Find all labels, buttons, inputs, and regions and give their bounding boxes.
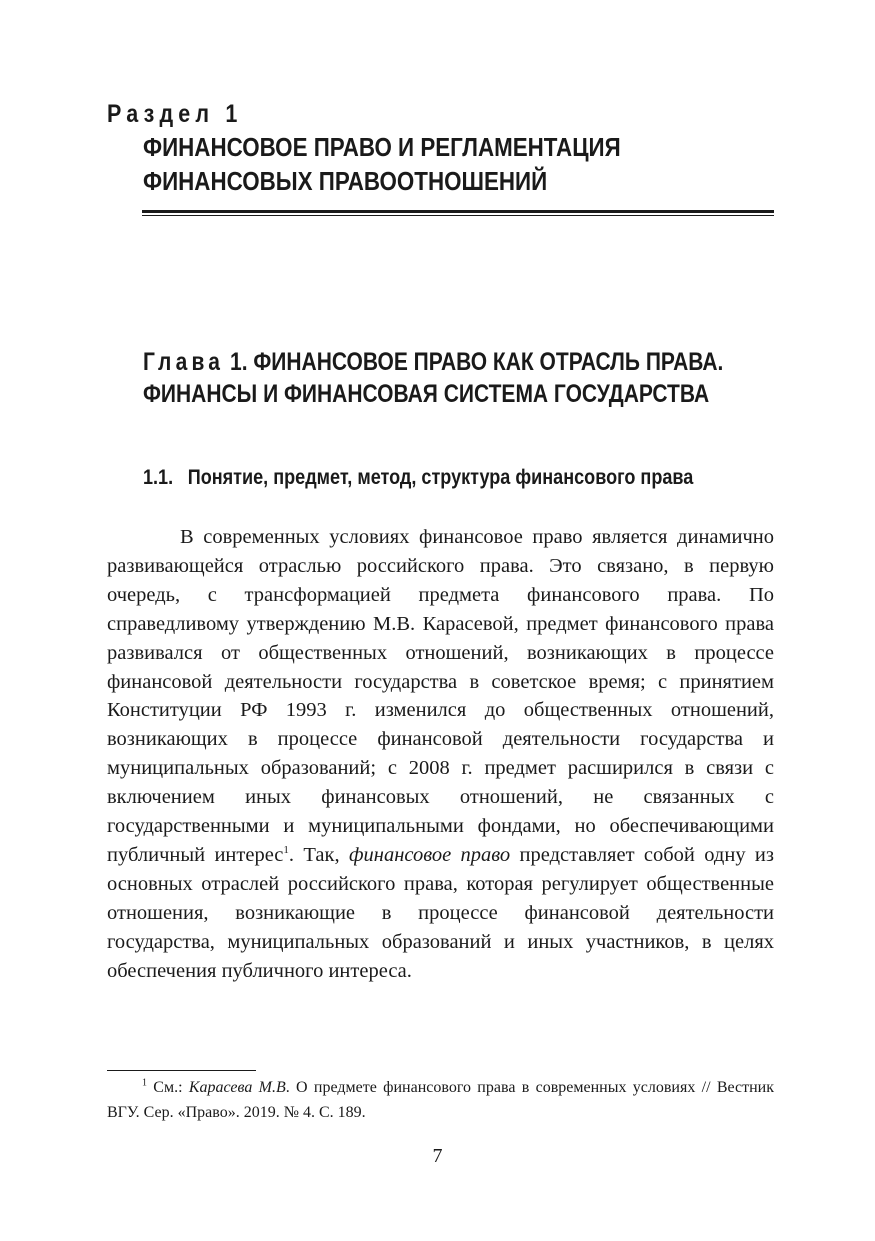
body-text-part-2: . Так,	[288, 843, 349, 866]
footnote-author: Карасева М.В	[188, 1079, 286, 1096]
body-text-part-3: представляет собой одну из основных отраслей российского права, которая регулирует общественные отношения, возникающие в процессе финансовой деятельности государства, муниципальных образований и иных участников, в целях обеспечения публичного интереса.	[107, 843, 774, 982]
body-paragraph	[107, 523, 774, 986]
subsection-heading	[143, 464, 702, 492]
footnote-reference[interactable]: 1	[283, 844, 289, 857]
footnote-text: . О предмете финансового права в современных условиях // Вестник ВГУ. Сер. «Право». 2019. № 4. С. 189.	[107, 1079, 774, 1121]
footnote-separator	[107, 1070, 256, 1071]
page-number: 7	[432, 1145, 443, 1167]
footnote	[107, 1075, 774, 1125]
chapter-label: Глава	[143, 348, 225, 376]
section-title-line-1: ФИНАНСОВОЕ ПРАВО И РЕГЛАМЕНТАЦИЯ	[143, 132, 621, 162]
body-text-part-1: В современных условиях финансовое право является динамично развивающейся отраслью российского права. Это связано, в первую очередь, с трансформацией предмета финансового права. По справедливому утверждению М.В. Карасевой, предмет финансового права развивался от общественных отношений, возникающих в процессе финансовой деятельности государства в советское время; с принятием Конституции РФ 1993 г. изменился до общественных отношений, возникающих в процессе финансовой деятельности государства и муниципальных образований; с 2008 г. предмет расширился в связи с включением иных финансовых отношений, не связанных с государственными и муниципальными фондами, но обеспечивающими публичный интерес	[107, 526, 774, 866]
section-label: Раздел 1	[107, 100, 243, 128]
subsection-title: Понятие, предмет, метод, структура финансового права	[187, 466, 694, 489]
chapter-title-line-2: ФИНАНСЫ И ФИНАНСОВАЯ СИСТЕМА ГОСУДАРСТВА	[143, 380, 710, 408]
footnote-prefix: См.:	[147, 1079, 189, 1096]
chapter-title-text: 1. ФИНАНСОВОЕ ПРАВО КАК ОТРАСЛЬ ПРАВА.	[224, 348, 724, 376]
section-heading	[107, 98, 777, 198]
subsection-number: 1.1.	[143, 466, 174, 489]
section-divider-thin	[142, 215, 774, 216]
section-divider-thick	[142, 210, 774, 213]
term-emphasis: финансовое право	[348, 843, 511, 866]
section-title-line-2: ФИНАНСОВЫХ ПРАВООТНОШЕНИЙ	[143, 166, 548, 196]
chapter-title-line-1	[143, 346, 724, 378]
chapter-heading	[143, 346, 783, 410]
footnote-marker: 1	[142, 1077, 147, 1089]
